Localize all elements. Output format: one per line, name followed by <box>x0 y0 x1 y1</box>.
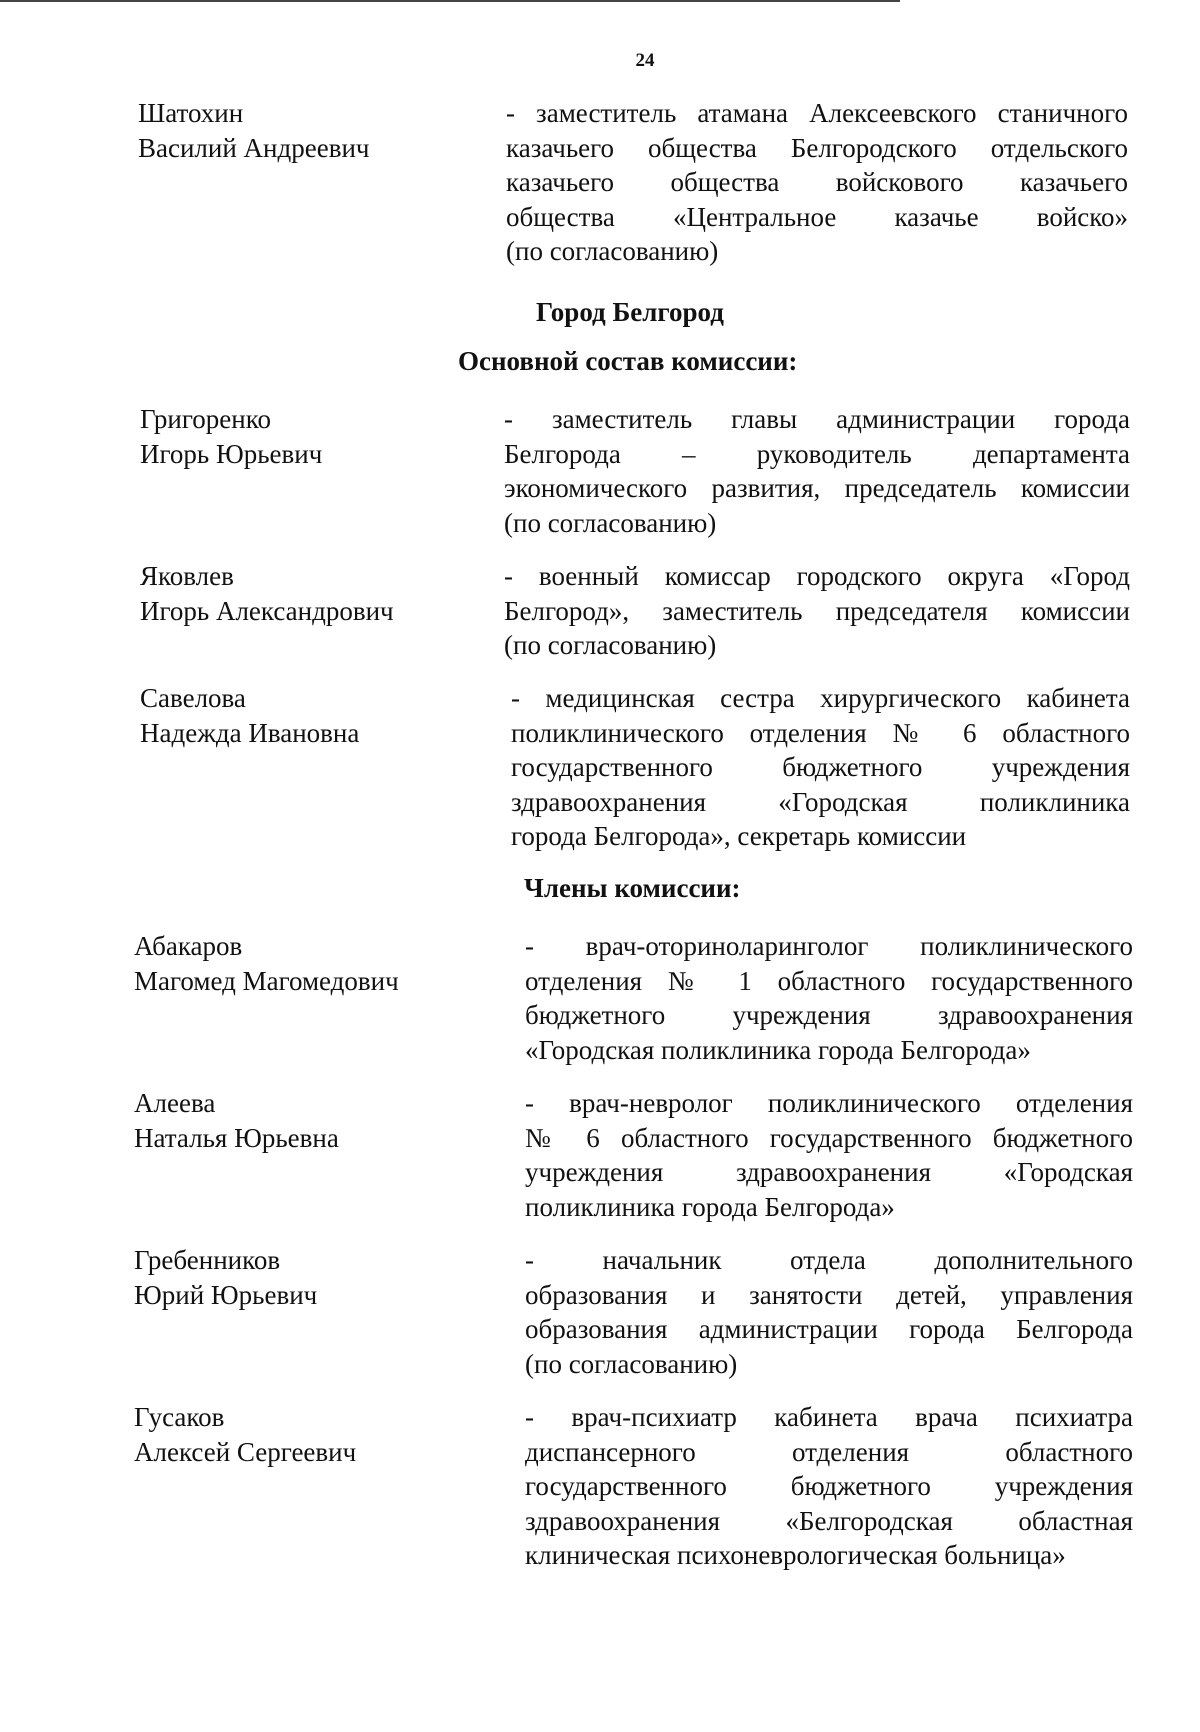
member-surname: Шатохин <box>138 98 244 128</box>
member-description <box>525 1243 1133 1381</box>
member-name <box>134 1400 474 1469</box>
member-given-names: Игорь Александрович <box>140 595 394 626</box>
description-line: здравоохранения «Городская поликлиника <box>511 786 1130 817</box>
member-description <box>525 1086 1133 1224</box>
member-description <box>506 96 1128 269</box>
description-line: (по согласованию) <box>525 1348 738 1379</box>
member-surname: Абакаров <box>134 931 243 961</box>
description-line: общества «Центральное казачье войско» <box>506 201 1128 232</box>
description-line: казачьего общества войскового казачьего <box>506 167 1128 197</box>
description-line: поликлиника города Белгорода» <box>525 1191 895 1222</box>
member-given-names: Алексей Сергеевич <box>134 1436 357 1467</box>
member-given-names: Надежда Ивановна <box>140 717 360 748</box>
member-surname: Григоренко <box>140 404 271 434</box>
description-line: учреждения здравоохранения «Городская <box>525 1157 1133 1187</box>
member-name <box>138 96 478 165</box>
description-line: - врач-невролог поликлинического отделения <box>525 1088 1133 1118</box>
description-line: «Городская поликлиника города Белгорода» <box>525 1034 1031 1065</box>
member-name <box>140 681 480 750</box>
description-line: образования администрации города Белгорода <box>525 1314 1133 1344</box>
main-composition-heading: Основной состав комиссии: <box>458 346 798 376</box>
description-line: (по согласованию) <box>504 507 717 538</box>
description-line: поликлинического отделения № 6 областного <box>511 717 1130 748</box>
page-number: 24 <box>635 50 655 71</box>
description-line: - заместитель атамана Алексеевского станичного <box>506 98 1128 128</box>
member-given-names: Наталья Юрьевна <box>134 1122 339 1153</box>
member-description <box>511 681 1130 854</box>
member-name <box>134 1243 474 1312</box>
description-line: диспансерного отделения областного <box>525 1436 1133 1467</box>
description-line: клиническая психоневрологическая больница» <box>525 1540 1066 1570</box>
description-line: - врач-оториноларинголог поликлинического <box>525 931 1133 961</box>
member-surname: Алеева <box>134 1088 216 1118</box>
member-name <box>134 929 474 998</box>
description-line: отделения № 1 областного государственного <box>525 965 1133 996</box>
member-surname: Гребенников <box>134 1245 281 1275</box>
description-line: (по согласованию) <box>506 236 719 266</box>
description-line: - заместитель главы администрации города <box>504 404 1130 434</box>
description-line: государственного бюджетного учреждения <box>511 752 1130 782</box>
description-line: - врач-психиатр кабинета врача психиатра <box>525 1402 1133 1432</box>
member-given-names: Магомед Магомедович <box>134 965 399 996</box>
member-description <box>525 1400 1133 1573</box>
description-line: бюджетного учреждения здравоохранения <box>525 1000 1133 1030</box>
city-heading: Город Белгород <box>536 297 724 327</box>
member-description <box>504 402 1130 540</box>
member-name <box>134 1086 474 1155</box>
member-surname: Савелова <box>140 683 246 713</box>
member-given-names: Игорь Юрьевич <box>140 438 323 469</box>
member-description <box>504 559 1130 663</box>
member-name <box>140 559 480 628</box>
description-line: казачьего общества Белгородского отдельского <box>506 132 1128 163</box>
member-surname: Гусаков <box>134 1402 225 1432</box>
description-line: здравоохранения «Белгородская областная <box>525 1505 1133 1536</box>
description-line: Белгород», заместитель председателя комиссии <box>504 595 1130 626</box>
top-border-line <box>0 0 900 2</box>
description-line: (по согласованию) <box>504 630 717 660</box>
description-line: № 6 областного государственного бюджетного <box>525 1122 1133 1153</box>
description-line: Белгорода – руководитель департамента <box>504 438 1130 469</box>
description-line: - медицинская сестра хирургического кабинета <box>511 683 1130 713</box>
description-line: государственного бюджетного учреждения <box>525 1471 1133 1501</box>
member-surname: Яковлев <box>140 561 234 591</box>
member-description <box>525 929 1133 1067</box>
member-name <box>140 402 480 471</box>
description-line: образования и занятости детей, управления <box>525 1279 1133 1310</box>
description-line: экономического развития, председатель комиссии <box>504 473 1130 503</box>
description-line: - военный комиссар городского округа «Город <box>504 561 1130 591</box>
description-line: города Белгорода», секретарь комиссии <box>511 821 967 851</box>
member-given-names: Юрий Юрьевич <box>134 1279 318 1310</box>
description-line: - начальник отдела дополнительного <box>525 1245 1133 1275</box>
member-given-names: Василий Андреевич <box>138 132 370 163</box>
members-heading: Члены комиссии: <box>524 873 741 903</box>
